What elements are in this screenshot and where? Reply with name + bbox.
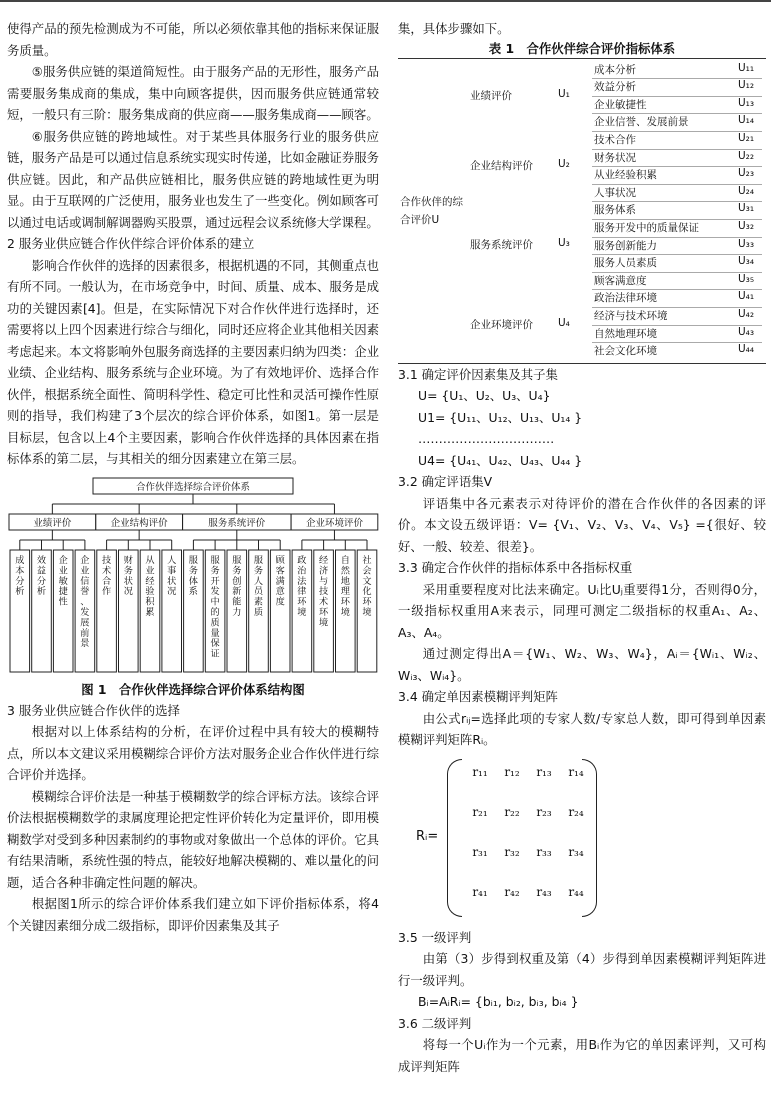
subsection-heading: 3.5 一级评判 [398, 929, 472, 945]
leaf-label: 财务状况 [123, 554, 133, 597]
table-item-code: U₂₄ [738, 184, 755, 197]
right-column [398, 18, 766, 1077]
leaf-label: 服务开发中的质量保证 [210, 554, 220, 660]
paragraph: 由公式rᵢⱼ=选择此项的专家人数/专家总人数，即可得到单因素模糊评判矩阵Rᵢ。 [398, 710, 766, 747]
hierarchy-diagram [7, 476, 379, 676]
table-item-name: 社会文化环境 [594, 345, 657, 358]
table-item-code: U₁₁ [738, 61, 755, 74]
table-group-name: 企业结构评价 [470, 160, 533, 173]
leaf-label: 企业信誉、发展前景 [80, 554, 90, 649]
leaf-label: 政治法律环境 [297, 554, 307, 618]
matrix-cell: r₄₁ [472, 884, 488, 899]
table-group-name: 企业环境评价 [470, 318, 533, 331]
equation: U4= {U₄₁、U₄₂、U₄₃、U₄₄ } [418, 452, 583, 468]
section-heading: 2 服务业供应链合作伙伴综合评价体系的建立 [7, 236, 255, 251]
leaf-label: 服务创新能力 [232, 554, 242, 618]
equation: U1= {U₁₁、U₁₂、U₁₃、U₁₄ } [418, 409, 583, 425]
paragraph: 评语集中各元素表示对待评价的潜在合作伙伴的各因素的评价。本文设五级评语：V= {V₁、V₂、V₃、V₄、V₅} ={很好、较好、一般、较差、很差}。 [398, 495, 766, 554]
table-item-name: 服务体系 [594, 204, 636, 217]
table-item-code: U₄₄ [738, 343, 755, 356]
group-label: 业绩评价 [33, 517, 72, 529]
table-item-name: 财务状况 [594, 151, 636, 164]
matrix-label: Rᵢ= [416, 828, 439, 844]
paragraph: 通过测定得出A＝{W₁、W₂、W₃、W₄}，Aᵢ＝{Wᵢ₁、Wᵢ₂、Wᵢ₃、Wᵢ₄}。 [398, 646, 766, 683]
matrix-cell: r₄₄ [568, 884, 584, 899]
paragraph: 根据图1所示的综合评价体系我们建立如下评价指标体系，将4个关键因素细分成二级指标，即评价因素集及其子 [7, 896, 379, 933]
matrix-cell: r₁₁ [472, 764, 488, 779]
group-label: 服务系统评价 [208, 517, 266, 529]
table-item-code: U₄₁ [738, 290, 755, 303]
table-group-code: U₃ [558, 237, 570, 250]
table-group-name: 业绩评价 [470, 89, 512, 102]
index-table [398, 58, 766, 364]
table-item-name: 顾客满意度 [594, 274, 647, 287]
leaf-label: 社会文化环境 [362, 554, 372, 618]
table-group-code: U₂ [558, 158, 570, 171]
matrix-cell: r₃₄ [568, 844, 584, 859]
matrix-cell: r₄₂ [504, 884, 520, 899]
subsection-heading: 3.2 确定评语集V [398, 474, 493, 489]
matrix-cell: r₃₁ [472, 844, 488, 859]
matrix-cell: r₂₂ [504, 804, 520, 819]
subsection-heading: 3.4 确定单因素模糊评判矩阵 [398, 689, 558, 704]
fuzzy-matrix [398, 751, 766, 927]
subsection-heading: 3.3 确定合作伙伴的指标体系中各指标权重 [398, 560, 633, 575]
table-item-code: U₂₂ [738, 149, 755, 162]
header-rule [0, 0, 771, 2]
table-item-name: 政治法律环境 [594, 292, 657, 305]
matrix-cell: r₁₂ [504, 764, 520, 779]
subsection-heading: 3.6 二级评判 [398, 1015, 472, 1031]
matrix-cell: r₂₁ [472, 804, 488, 819]
leaf-label: 自然地理环境 [340, 554, 350, 618]
table-item-code: U₂₃ [738, 167, 755, 180]
matrix-cell: r₁₃ [536, 764, 552, 779]
table-item-code: U₁₂ [738, 79, 755, 92]
paragraph: 使得产品的预先检测成为不可能，所以必须依靠其他的指标来保证服务质量。 [7, 21, 379, 58]
table-item-name: 效益分析 [594, 81, 636, 94]
leaf-label: 企业敏捷性 [58, 554, 68, 608]
table-item-code: U₁₃ [738, 96, 755, 109]
table-item-name: 经济与技术环境 [594, 309, 668, 322]
paragraph: 根据对以上体系结构的分析，在评价过程中具有较大的模糊特点，所以本文建议采用模糊综合评价方法对服务企业合作伙伴进行综合评价并选择。 [7, 724, 379, 782]
matrix-cell: r₂₄ [568, 804, 584, 819]
table-item-name: 成本分析 [594, 63, 636, 76]
leaf-label: 人事状况 [167, 554, 177, 597]
paragraph: 由第（3）步得到权重及第（4）步得到单因素模糊评判矩阵进行一级评判。 [398, 951, 766, 988]
leaf-label: 服务人员素质 [253, 554, 264, 618]
group-label: 企业环境评价 [305, 517, 363, 529]
table-goal: 合作伙伴的综合评价U [400, 195, 463, 226]
leaf-label: 技术合作 [102, 554, 112, 597]
table-title: 表 1 合作伙伴综合评价指标体系 [488, 40, 676, 56]
table-group-code: U₄ [558, 316, 570, 329]
table-item-name: 人事状况 [594, 186, 636, 199]
equation: Bᵢ=AᵢRᵢ= {bᵢ₁, bᵢ₂, bᵢ₃, bᵢ₄ } [418, 994, 579, 1009]
paragraph: ⑤服务供应链的渠道简短性。由于服务产品的无形性，服务产品需要服务集成商的集成，集中向顾客提供，因而服务供应链通常较短，一般只有三阶：服务集成商的供应商——服务集成商——顾客。 [7, 64, 379, 122]
table-item-code: U₃₄ [738, 255, 755, 268]
matrix-cell: r₁₄ [568, 764, 584, 779]
paragraph: 模糊综合评价法是一种基于模糊数学的综合评标方法。该综合评价法根据模糊数学的隶属度理论把定性评价转化为定量评价，即用模糊数学对受到多种因素制约的事物或对象做出一个总体的评价。它具有结果清晰，系统性强的特点，能较好地解决模糊的、难以量化的问题，适合各种非确定性问题的解决。 [7, 788, 379, 890]
table-item-name: 服务人员素质 [594, 257, 657, 270]
table-item-code: U₁₄ [738, 114, 755, 127]
table-item-code: U₂₁ [738, 131, 755, 144]
table-item-name: 服务开发中的质量保证 [594, 221, 699, 234]
table-item-name: 企业信誉、发展前景 [594, 116, 689, 129]
table-item-code: U₃₂ [738, 219, 755, 232]
leaf-label: 成本分析 [15, 554, 25, 597]
paragraph: ⑥服务供应链的跨地域性。对于某些具体服务行业的服务供应链，服务产品是可以通过信息系统实现实时传递，比如金融证券服务供应链。因此，和产品供应链相比，服务供应链的跨地域性更为明显。由于互联网的广泛使用，服务业也发生了一些变化。例如顾客可以通过电话或调制解调器购买股票，通过远程会议系统修大学课程。 [7, 128, 379, 230]
paragraph: 采用重要程度对比法来确定。Uᵢ比Uⱼ重要得1分，否则得0分，一级指标权重用A来表示，同理可测定二级指标的权重A₁、A₂、A₃、A₄。 [398, 581, 766, 640]
table-item-code: U₄₃ [738, 325, 755, 338]
matrix-cell: r₄₃ [536, 884, 552, 899]
subsection-heading: 3.1 确定评价因素集及其子集 [398, 366, 558, 382]
table-item-name: 从业经验积累 [594, 169, 657, 182]
paragraph: 影响合作伙伴的选择的因素很多，根据机遇的不同，其侧重点也有所不同。一般认为，在市场竞争中，时间、质量、成本、服务是成功的关键因素[4]。但是，在实际情况下对合作伙伴进行选择时，还需要将以上四个因素进行综合与细化，同时还应将企业其他相关因素考虑起来。本文将影响外包服务商选择的主要因素归纳为四类：企业业绩、企业结构、服务系统与企业环境。为了有效地评价、选择合作伙伴，根据系统全面性、简明科学性、稳定可比性和灵活可操作性原则的指导，我们构建了3个层次的综合评价体系，如图1。第一层是目标层，包含以上4个主要因素，影响合作伙伴选择的具体因素在指标体系的第二层，与其相关的细分因素建立在第三层。 [7, 257, 379, 466]
figure-1-chart [7, 476, 379, 676]
figure-caption: 图 1 合作伙伴选择综合评价体系结构图 [81, 681, 305, 697]
table-item-name: 企业敏捷性 [594, 98, 647, 111]
leaf-label: 效益分析 [36, 554, 47, 597]
equation-ellipsis: …………………………… [418, 431, 555, 446]
table-item-code: U₃₁ [738, 202, 755, 215]
table-group-name: 服务系统评价 [470, 239, 533, 252]
matrix-cell: r₃₃ [536, 844, 552, 859]
table-item-code: U₃₅ [738, 272, 755, 285]
matrix-cell: r₃₂ [504, 844, 520, 859]
table-item-code: U₃₃ [738, 237, 755, 250]
table-group-code: U₁ [558, 87, 570, 100]
table-item-code: U₄₂ [738, 307, 755, 320]
table-item-name: 服务创新能力 [594, 239, 657, 252]
equation: U= {U₁、U₂、U₃、U₄} [418, 388, 551, 403]
leaf-label: 服务体系 [188, 554, 198, 597]
leaf-label: 从业经验积累 [145, 554, 155, 618]
paragraph: 将每一个Uᵢ作为一个元素，用Bᵢ作为它的单因素评判，又可构成评判矩阵 [398, 1037, 766, 1074]
paragraph: 集，具体步骤如下。 [398, 21, 510, 36]
leaf-label: 顾客满意度 [275, 554, 285, 608]
group-label: 企业结构评价 [110, 517, 168, 529]
section-heading: 3 服务业供应链合作伙伴的选择 [7, 702, 180, 718]
table-item-name: 技术合作 [594, 133, 636, 146]
leaf-label: 经济与技术环境 [319, 554, 329, 628]
matrix-cell: r₂₃ [536, 804, 552, 819]
root-label: 合作伙伴选择综合评价体系 [135, 481, 251, 493]
left-column [7, 18, 379, 936]
table-item-name: 自然地理环境 [594, 327, 657, 340]
